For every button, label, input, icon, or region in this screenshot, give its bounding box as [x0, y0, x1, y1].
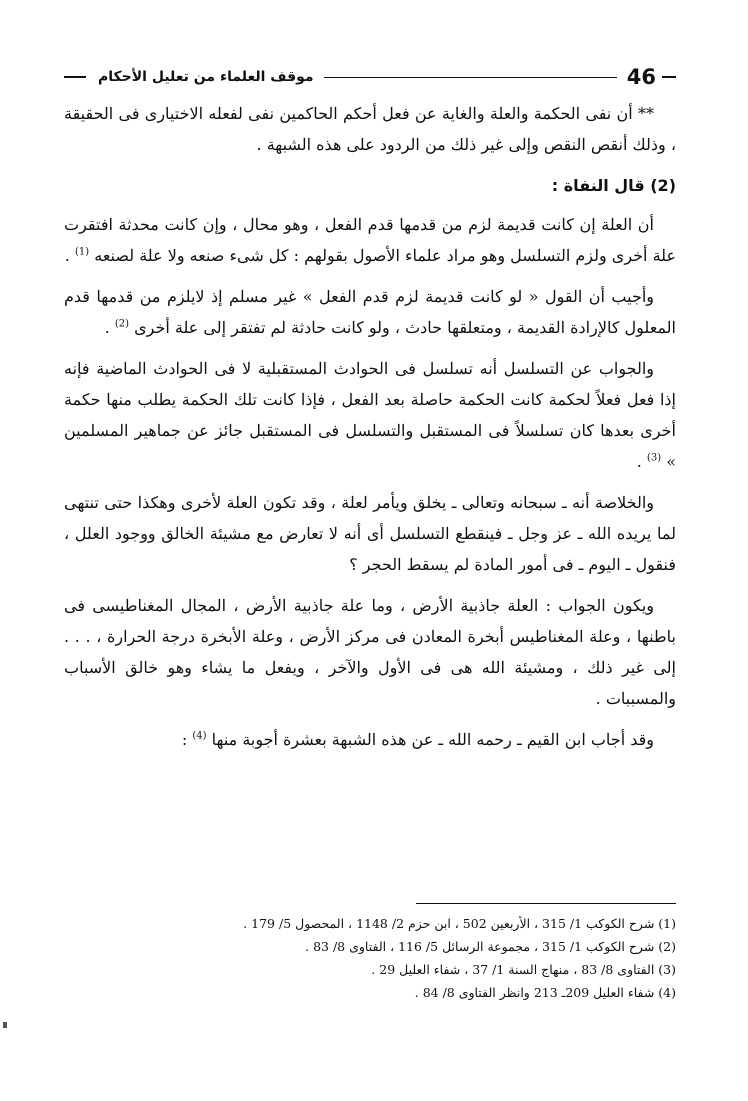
footnote-ref-2: (2)	[114, 318, 130, 330]
paragraph-7	[64, 724, 676, 755]
header-dash-right	[662, 76, 676, 78]
footnote-4: (4) شفاء العليل 209ـ 213 وانظر الفتاوى 8/ 84 .	[414, 985, 676, 1000]
running-title: موقف العلماء من تعليل الأحكام	[98, 69, 314, 85]
paragraph-3-text: وأجيب أن القول « لو كانت قديمة لزم قدم الفعل » غير مسلم إذ لايلزم من قدمها قدم المعلول كالإرادة القديمة ، ومتعلقها حادث ، ولو كانت حادثة لم تفتقر إلى علة أخرى	[64, 287, 676, 337]
paragraph-2	[64, 209, 676, 271]
footnote-1: (1) شرح الكوكب 1/ 315 ، الأربعين 502 ، ابن حزم 2/ 1148 ، المحصول 5/ 179 .	[243, 916, 676, 931]
page-number: 46	[626, 65, 656, 89]
paragraph-3	[64, 281, 676, 343]
paragraph-6: ويكون الجواب : العلة جاذبية الأرض ، وما علة جاذبية الأرض ، المجال المغناطيسى فى باطنها ، وعلة المغناطيس أبخرة المعادن فى مركز الأرض ، وعلة الأبخرة درجة الحرارة ، . . . إلى غير ذلك ، ومشيئة الله هى فى الأول والآخر ، ويفعل ما يشاء وهو خالق الأسباب والمسببات .	[64, 596, 676, 708]
footnote-ref-1: (1)	[74, 246, 90, 258]
header-dash-left	[64, 76, 86, 78]
footnote-rule	[416, 903, 676, 904]
footnote-2: (2) شرح الكوكب 1/ 315 ، مجموعة الرسائل 5/ 116 ، الفتاوى 8/ 83 .	[305, 939, 676, 954]
paragraph-5: والخلاصة أنه ـ سبحانه وتعالى ـ يخلق ويأمر لعلة ، وقد تكون العلة لأخرى وهكذا حتى تنتهى لما يريده الله ـ عز وجل ـ فينقطع التسلسل أى أنه لا تعارض مع مشيئة الخالق ووجود العلل ، فنقول ـ اليوم ـ فى أمور المادة لم يسقط الحجر ؟	[64, 493, 676, 574]
paragraph-2-text: أن العلة إن كانت قديمة لزم من قدمها قدم الفعل ، وهو محال ، وإن كانت محدثة افتقرت علة أخرى ولزم التسلسل وهو مراد علماء الأصول بقولهم : كل شىء صنعه ولا علة لصنعه	[64, 215, 676, 265]
body-text	[64, 98, 676, 765]
footnote-ref-3: (3)	[646, 452, 662, 464]
header-rule	[324, 77, 617, 78]
footnotes	[64, 903, 676, 1004]
paragraph-4	[64, 353, 676, 477]
page-header	[64, 62, 676, 92]
paragraph-7-end: :	[181, 730, 193, 749]
margin-speck	[3, 1022, 7, 1028]
footnote-ref-4: (4)	[192, 730, 207, 742]
footnote-3: (3) الفتاوى 8/ 83 ، منهاج السنة 1/ 37 ، شفاء العليل 29 .	[371, 962, 676, 977]
section-heading: (2) قال النفاة :	[551, 176, 676, 195]
paragraph-1: ** أن نفى الحكمة والعلة والغاية عن فعل أحكم الحاكمين نفى لفعله الاختيارى فى الحقيقة ، وذلك أنقص النقص وإلى غير ذلك من الردود على هذه الشبهة .	[64, 104, 676, 154]
paragraph-7-text: وقد أجاب ابن القيم ـ رحمه الله ـ عن هذه الشبهة بعشرة أجوبة منها	[211, 730, 654, 749]
paragraph-3-end: .	[104, 318, 115, 337]
paragraph-4-end: .	[636, 452, 647, 471]
paragraph-2-end: .	[64, 246, 75, 265]
paragraph-4-text: والجواب عن التسلسل أنه تسلسل فى الحوادث المستقبلية لا فى الحوادث الماضية فإنه إذا فعل فعلاً لحكمة كانت الحكمة حاصلة بعد الفعل ، فإذا كانت تلك الحكمة يطلب منها حكمة أخرى بعدها كان تسلسلاً فى المستقبل والتسلسل فى المستقبل جائز عن جماهير المسلمين »	[64, 359, 676, 471]
